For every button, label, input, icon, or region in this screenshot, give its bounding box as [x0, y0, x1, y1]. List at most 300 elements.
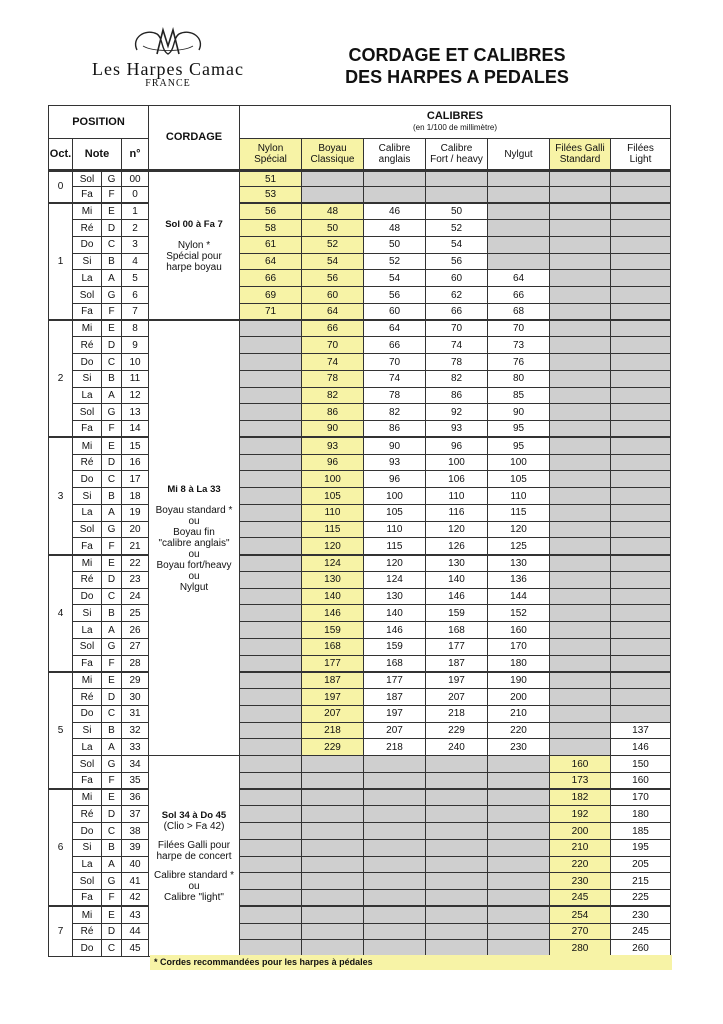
calibre-cell [488, 873, 550, 890]
cordage-group-line: Filées Galli pour [157, 839, 231, 851]
calibre-cell [364, 873, 426, 890]
calibre-cell [611, 203, 671, 220]
calibre-cell [550, 555, 611, 572]
calibre-cell [240, 689, 302, 706]
calibre-cell [611, 588, 671, 605]
col-header-galli-standard: Filées Galli Standard [550, 139, 611, 171]
calibre-cell: 230 [488, 739, 550, 756]
note-name-cell: Ré [73, 220, 102, 237]
note-name-cell: Mi [73, 203, 102, 220]
calibre-cell: 200 [488, 689, 550, 706]
calibre-cell [611, 220, 671, 237]
calibre-cell [550, 387, 611, 404]
note-letter-cell: B [102, 839, 122, 856]
calibre-cell [240, 906, 302, 923]
note-letter-cell: E [102, 320, 122, 337]
calibre-cell: 66 [240, 270, 302, 287]
calibre-cell: 73 [488, 337, 550, 354]
calibre-cell [550, 471, 611, 488]
calibre-cell: 90 [488, 404, 550, 421]
note-name-cell: Fa [73, 421, 102, 438]
calibre-cell: 280 [550, 940, 611, 957]
calibre-cell [302, 772, 364, 789]
calibre-cell [426, 806, 488, 823]
calibre-cell [550, 705, 611, 722]
note-name-cell: Ré [73, 923, 102, 940]
calibre-cell: 146 [426, 588, 488, 605]
calibre-cell [550, 739, 611, 756]
calibre-cell [240, 890, 302, 907]
string-number-cell: 13 [122, 404, 149, 421]
cordage-group-line: ou [188, 548, 200, 560]
brand-country: FRANCE [145, 78, 191, 89]
note-name-cell: Si [73, 370, 102, 387]
calibre-cell [364, 823, 426, 840]
calibre-cell [240, 404, 302, 421]
calibre-cell [611, 253, 671, 270]
note-name-cell: Fa [73, 187, 102, 203]
table-row [49, 739, 671, 756]
note-name-cell: La [73, 270, 102, 287]
calibre-cell: 146 [364, 622, 426, 639]
calibre-cell [240, 337, 302, 354]
calibre-cell [426, 873, 488, 890]
calibre-cell: 140 [364, 605, 426, 622]
table-row [49, 672, 671, 689]
col-header-nylgut: Nylgut [488, 139, 550, 171]
calibre-cell [426, 187, 488, 203]
string-number-cell: 41 [122, 873, 149, 890]
calibre-cell: 110 [426, 488, 488, 505]
calibre-cell [550, 672, 611, 689]
string-number-cell: 24 [122, 588, 149, 605]
calibre-cell: 54 [364, 270, 426, 287]
calibre-cell [488, 906, 550, 923]
calibre-cell [488, 839, 550, 856]
table-row [49, 890, 671, 907]
calibre-cell [302, 856, 364, 873]
table-row [49, 856, 671, 873]
calibre-cell [488, 220, 550, 237]
calibre-cell [488, 890, 550, 907]
calibre-cell: 197 [302, 689, 364, 706]
calibre-cell [240, 923, 302, 940]
note-letter-cell: G [102, 404, 122, 421]
calibre-cell [240, 739, 302, 756]
calibre-cell [426, 756, 488, 773]
string-number-cell: 30 [122, 689, 149, 706]
note-name-cell: Mi [73, 437, 102, 454]
note-letter-cell: D [102, 337, 122, 354]
table-row [49, 655, 671, 672]
calibre-cell [240, 521, 302, 538]
note-letter-cell: D [102, 571, 122, 588]
calibre-cell: 177 [364, 672, 426, 689]
calibre-cell [550, 689, 611, 706]
calibre-cell [240, 638, 302, 655]
string-number-cell: 29 [122, 672, 149, 689]
calibre-cell: 76 [488, 354, 550, 371]
calibre-cell [611, 471, 671, 488]
calibre-cell: 95 [488, 437, 550, 454]
string-number-cell: 42 [122, 890, 149, 907]
calibre-cell [550, 588, 611, 605]
cordage-group-line: "calibre anglais" [158, 537, 230, 549]
cordage-group-line: harpe de concert [156, 850, 232, 862]
calibre-cell: 82 [426, 370, 488, 387]
string-number-cell: 4 [122, 253, 149, 270]
calibre-cell [550, 521, 611, 538]
calibre-cell: 48 [302, 203, 364, 220]
note-name-cell: Si [73, 253, 102, 270]
page-title [322, 44, 592, 88]
calibre-cell [611, 488, 671, 505]
string-number-cell: 21 [122, 538, 149, 555]
calibre-cell: 56 [240, 203, 302, 220]
calibre-cell: 130 [364, 588, 426, 605]
calibre-cell: 187 [426, 655, 488, 672]
table-row [49, 806, 671, 823]
note-name-cell: Mi [73, 320, 102, 337]
calibre-cell: 110 [302, 504, 364, 521]
note-letter-cell: A [102, 270, 122, 287]
calibre-cell: 124 [302, 555, 364, 572]
calibre-cell [488, 789, 550, 806]
note-name-cell: Sol [73, 756, 102, 773]
calibre-cell: 177 [426, 638, 488, 655]
note-name-cell: Mi [73, 906, 102, 923]
calibre-cell [550, 722, 611, 739]
note-name-cell: Ré [73, 571, 102, 588]
string-number-cell: 7 [122, 303, 149, 320]
string-number-cell: 19 [122, 504, 149, 521]
note-name-cell: La [73, 504, 102, 521]
note-name-cell: Sol [73, 404, 102, 421]
note-letter-cell: A [102, 856, 122, 873]
note-letter-cell: F [102, 421, 122, 438]
calibre-cell: 58 [240, 220, 302, 237]
note-letter-cell: E [102, 789, 122, 806]
note-letter-cell: C [102, 705, 122, 722]
calibre-cell: 54 [302, 253, 364, 270]
string-number-cell: 00 [122, 171, 149, 187]
calibre-cell [550, 370, 611, 387]
calibre-cell [488, 253, 550, 270]
calibre-cell [611, 705, 671, 722]
calibre-cell: 52 [426, 220, 488, 237]
calibre-cell: 70 [302, 337, 364, 354]
table-row [49, 622, 671, 639]
cordage-header: CORDAGE [149, 106, 240, 171]
calibre-cell: 180 [611, 806, 671, 823]
calibre-cell [550, 622, 611, 639]
calibre-cell [426, 789, 488, 806]
calibre-cell [550, 538, 611, 555]
calibre-cell: 254 [550, 906, 611, 923]
calibre-cell [240, 571, 302, 588]
calibre-cell [550, 421, 611, 438]
calibre-cell: 56 [364, 287, 426, 304]
note-letter-cell: F [102, 538, 122, 555]
calibre-cell [611, 571, 671, 588]
note-letter-cell: A [102, 387, 122, 404]
calibre-cell: 130 [302, 571, 364, 588]
calibre-cell: 205 [611, 856, 671, 873]
calibre-cell [611, 638, 671, 655]
calibre-cell: 90 [364, 437, 426, 454]
note-letter-cell: B [102, 370, 122, 387]
num-header: n° [122, 139, 149, 171]
note-name-cell: Sol [73, 638, 102, 655]
col-header-nylon: Nylon Spécial [240, 139, 302, 171]
calibre-cell [240, 756, 302, 773]
calibre-cell [240, 454, 302, 471]
calibre-cell: 100 [426, 454, 488, 471]
calibre-cell [550, 287, 611, 304]
note-name-cell: La [73, 856, 102, 873]
calibre-cell [426, 890, 488, 907]
calibre-cell: 220 [550, 856, 611, 873]
calibre-cell [488, 856, 550, 873]
calibre-cell: 200 [550, 823, 611, 840]
calibre-cell: 207 [426, 689, 488, 706]
table-row [49, 504, 671, 521]
calibre-cell: 115 [364, 538, 426, 555]
note-letter-cell: D [102, 923, 122, 940]
calibre-cell: 218 [426, 705, 488, 722]
octave-cell: 6 [49, 789, 73, 906]
note-name-cell: La [73, 622, 102, 639]
cordage-group-line [149, 832, 239, 840]
calibre-cell: 126 [426, 538, 488, 555]
cordage-group-line: Spécial pour [166, 250, 222, 262]
calibre-cell [611, 387, 671, 404]
calibre-cell [550, 404, 611, 421]
table-row [49, 722, 671, 739]
calibre-cell: 110 [488, 488, 550, 505]
col-header-filees-light: Filées Light [611, 139, 671, 171]
calibre-cell: 190 [488, 672, 550, 689]
table-row [49, 171, 671, 187]
calibre-cell: 50 [426, 203, 488, 220]
calibre-cell: 144 [488, 588, 550, 605]
calibre-cell [488, 203, 550, 220]
calibre-cell: 66 [426, 303, 488, 320]
table-row [49, 220, 671, 237]
calibre-cell [302, 906, 364, 923]
calibre-cell: 140 [426, 571, 488, 588]
calibre-cell: 177 [302, 655, 364, 672]
note-name-cell: Fa [73, 890, 102, 907]
calibre-cell [240, 421, 302, 438]
calibre-cell [426, 856, 488, 873]
calibre-cell: 96 [364, 471, 426, 488]
table-row [49, 337, 671, 354]
table-row [49, 521, 671, 538]
calibre-cell: 60 [364, 303, 426, 320]
table-row [49, 571, 671, 588]
calibre-cell: 82 [302, 387, 364, 404]
note-name-cell: Do [73, 940, 102, 957]
note-name-cell: Ré [73, 337, 102, 354]
note-letter-cell: F [102, 303, 122, 320]
note-letter-cell: A [102, 504, 122, 521]
calibre-cell: 105 [302, 488, 364, 505]
note-letter-cell: G [102, 521, 122, 538]
table-row [49, 705, 671, 722]
calibre-cell [550, 270, 611, 287]
note-name-cell: Ré [73, 806, 102, 823]
note-name-cell: Sol [73, 521, 102, 538]
note-letter-cell: F [102, 772, 122, 789]
calibre-cell: 64 [488, 270, 550, 287]
octave-cell: 4 [49, 555, 73, 672]
calibre-cell [611, 421, 671, 438]
calibre-cell: 187 [364, 689, 426, 706]
calibre-cell: 96 [302, 454, 364, 471]
calibre-cell: 159 [364, 638, 426, 655]
table-row [49, 387, 671, 404]
string-number-cell: 36 [122, 789, 149, 806]
calibre-cell: 78 [426, 354, 488, 371]
calibre-cell [611, 454, 671, 471]
calibre-cell: 82 [364, 404, 426, 421]
calibre-cell [240, 772, 302, 789]
calibre-cell: 90 [302, 421, 364, 438]
string-number-cell: 25 [122, 605, 149, 622]
title-line-2: DES HARPES A PEDALES [345, 67, 569, 87]
calibre-cell: 115 [302, 521, 364, 538]
note-letter-cell: A [102, 739, 122, 756]
calibre-cell [611, 521, 671, 538]
calibre-cell: 105 [364, 504, 426, 521]
table-row [49, 253, 671, 270]
table-row [49, 187, 671, 203]
calibre-cell: 96 [426, 437, 488, 454]
calibre-cell: 64 [302, 303, 364, 320]
calibre-cell: 130 [426, 555, 488, 572]
title-line-1: CORDAGE ET CALIBRES [348, 45, 566, 65]
calibre-cell [240, 873, 302, 890]
calibre-cell [302, 873, 364, 890]
calibre-cell: 116 [426, 504, 488, 521]
calibre-cell [550, 187, 611, 203]
calibre-cell: 215 [611, 873, 671, 890]
string-number-cell: 18 [122, 488, 149, 505]
table-row [49, 772, 671, 789]
calibre-cell: 70 [426, 320, 488, 337]
note-letter-cell: C [102, 588, 122, 605]
string-number-cell: 32 [122, 722, 149, 739]
calibre-cell: 68 [488, 303, 550, 320]
cordage-group-line: Calibre standard * [153, 869, 235, 881]
calibre-cell [550, 488, 611, 505]
calibre-cell [550, 171, 611, 187]
calibre-cell [240, 722, 302, 739]
calibre-cell: 53 [240, 187, 302, 203]
calibre-cell: 106 [426, 471, 488, 488]
table-row [49, 906, 671, 923]
calibre-cell: 86 [302, 404, 364, 421]
calibre-cell: 260 [611, 940, 671, 957]
calibre-cell: 120 [426, 521, 488, 538]
note-name-cell: Fa [73, 538, 102, 555]
calibre-cell: 70 [364, 354, 426, 371]
calibre-cell: 168 [426, 622, 488, 639]
calibre-cell [611, 689, 671, 706]
string-number-cell: 17 [122, 471, 149, 488]
calibre-cell [550, 638, 611, 655]
calibre-cell [611, 672, 671, 689]
note-name-cell: Si [73, 488, 102, 505]
calibre-cell: 74 [426, 337, 488, 354]
table-row [49, 789, 671, 806]
string-number-cell: 0 [122, 187, 149, 203]
oct-header: Oct. [49, 139, 73, 171]
note-name-cell: Si [73, 722, 102, 739]
calibre-cell [550, 354, 611, 371]
calibre-cell: 207 [364, 722, 426, 739]
calibre-cell [611, 555, 671, 572]
table-row [49, 354, 671, 371]
calibre-cell [240, 488, 302, 505]
calibre-cell: 230 [611, 906, 671, 923]
calibre-cell: 86 [426, 387, 488, 404]
calibre-cell: 60 [426, 270, 488, 287]
calibre-cell: 125 [488, 538, 550, 555]
calibre-cell: 74 [302, 354, 364, 371]
note-name-cell: Sol [73, 287, 102, 304]
calibre-cell [364, 890, 426, 907]
calibre-cell [240, 320, 302, 337]
cordage-group-line: Boyau fort/heavy [156, 559, 232, 571]
note-name-cell: Mi [73, 789, 102, 806]
table-row [49, 689, 671, 706]
cordage-group-title: Sol 00 à Fa 7 [165, 218, 223, 230]
table-row [49, 320, 671, 337]
string-number-cell: 23 [122, 571, 149, 588]
calibre-cell [611, 437, 671, 454]
note-name-cell: Do [73, 354, 102, 371]
calibre-cell [240, 370, 302, 387]
string-number-cell: 3 [122, 236, 149, 253]
calibre-cell: 137 [611, 722, 671, 739]
calibre-cell: 150 [611, 756, 671, 773]
calibre-cell: 105 [488, 471, 550, 488]
octave-cell: 0 [49, 171, 73, 203]
calibre-cell: 197 [364, 705, 426, 722]
note-letter-cell: G [102, 756, 122, 773]
cordage-group-title: Sol 34 à Do 45 [161, 809, 227, 821]
col-header-boyau: Boyau Classique [302, 139, 364, 171]
calibre-cell: 159 [426, 605, 488, 622]
calibre-cell: 146 [302, 605, 364, 622]
note-letter-cell: E [102, 672, 122, 689]
calibre-cell [240, 588, 302, 605]
calibre-cell [240, 856, 302, 873]
note-letter-cell: B [102, 722, 122, 739]
octave-cell: 2 [49, 320, 73, 437]
calibre-cell: 182 [550, 789, 611, 806]
note-letter-cell: C [102, 940, 122, 957]
calibre-cell: 173 [550, 772, 611, 789]
cordage-group-line: (Clio > Fa 42) [163, 820, 225, 832]
calibre-cell [550, 571, 611, 588]
calibre-cell: 60 [302, 287, 364, 304]
calibre-cell: 124 [364, 571, 426, 588]
calibre-cell: 168 [302, 638, 364, 655]
calibre-cell: 245 [611, 923, 671, 940]
